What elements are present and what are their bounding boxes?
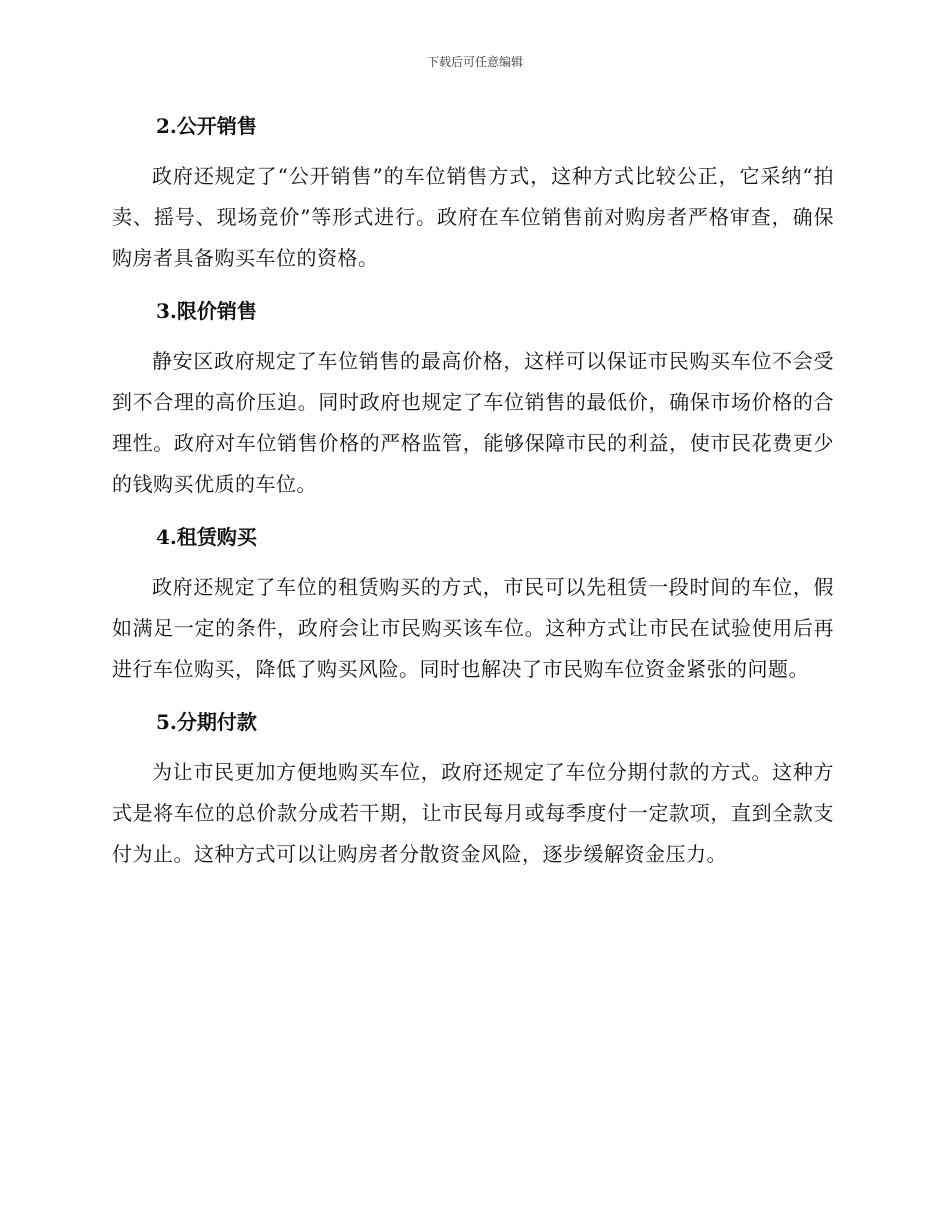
section-heading: 2.公开销售 xyxy=(156,114,257,138)
section-price-limit-sale xyxy=(112,291,834,505)
section-public-sale xyxy=(112,106,834,279)
page-header: 下载后可任意编辑 xyxy=(426,55,523,69)
section-lease-purchase xyxy=(112,517,834,690)
section-paragraph: 政府还规定了车位的租赁购买的方式，市民可以先租赁一段时间的车位，假如满足一定的条件，政府会让市民购买该车位。这种方式让市民在试验使用后再进行车位购买，降低了购买风险。同时也解决了市民购车位资金紧张的问题。 xyxy=(112,575,834,681)
section-paragraph: 为让市民更加方便地购买车位，政府还规定了车位分期付款的方式。这种方式是将车位的总价款分成若干期，让市民每月或每季度付一定款项，直到全款支付为止。这种方式可以让购房者分散资金风险，逐步缓解资金压力。 xyxy=(112,760,834,866)
section-paragraph: 政府还规定了“公开销售”的车位销售方式，这种方式比较公正，它采纳“拍卖、摇号、现场竞价”等形式进行。政府在车位销售前对购房者严格审查，确保购房者具备购买车位的资格。 xyxy=(112,164,834,270)
section-paragraph: 静安区政府规定了车位销售的最高价格，这样可以保证市民购买车位不会受到不合理的高价压迫。同时政府也规定了车位销售的最低价，确保市场价格的合理性。政府对车位销售价格的严格监管，能够保障市民的利益，使市民花费更少的钱购买优质的车位。 xyxy=(112,349,834,496)
section-heading: 5.分期付款 xyxy=(156,710,257,734)
section-heading: 3.限价销售 xyxy=(156,299,257,323)
section-heading: 4.租赁购买 xyxy=(156,525,257,549)
section-installment-payment xyxy=(112,702,834,875)
document-body xyxy=(112,106,834,887)
